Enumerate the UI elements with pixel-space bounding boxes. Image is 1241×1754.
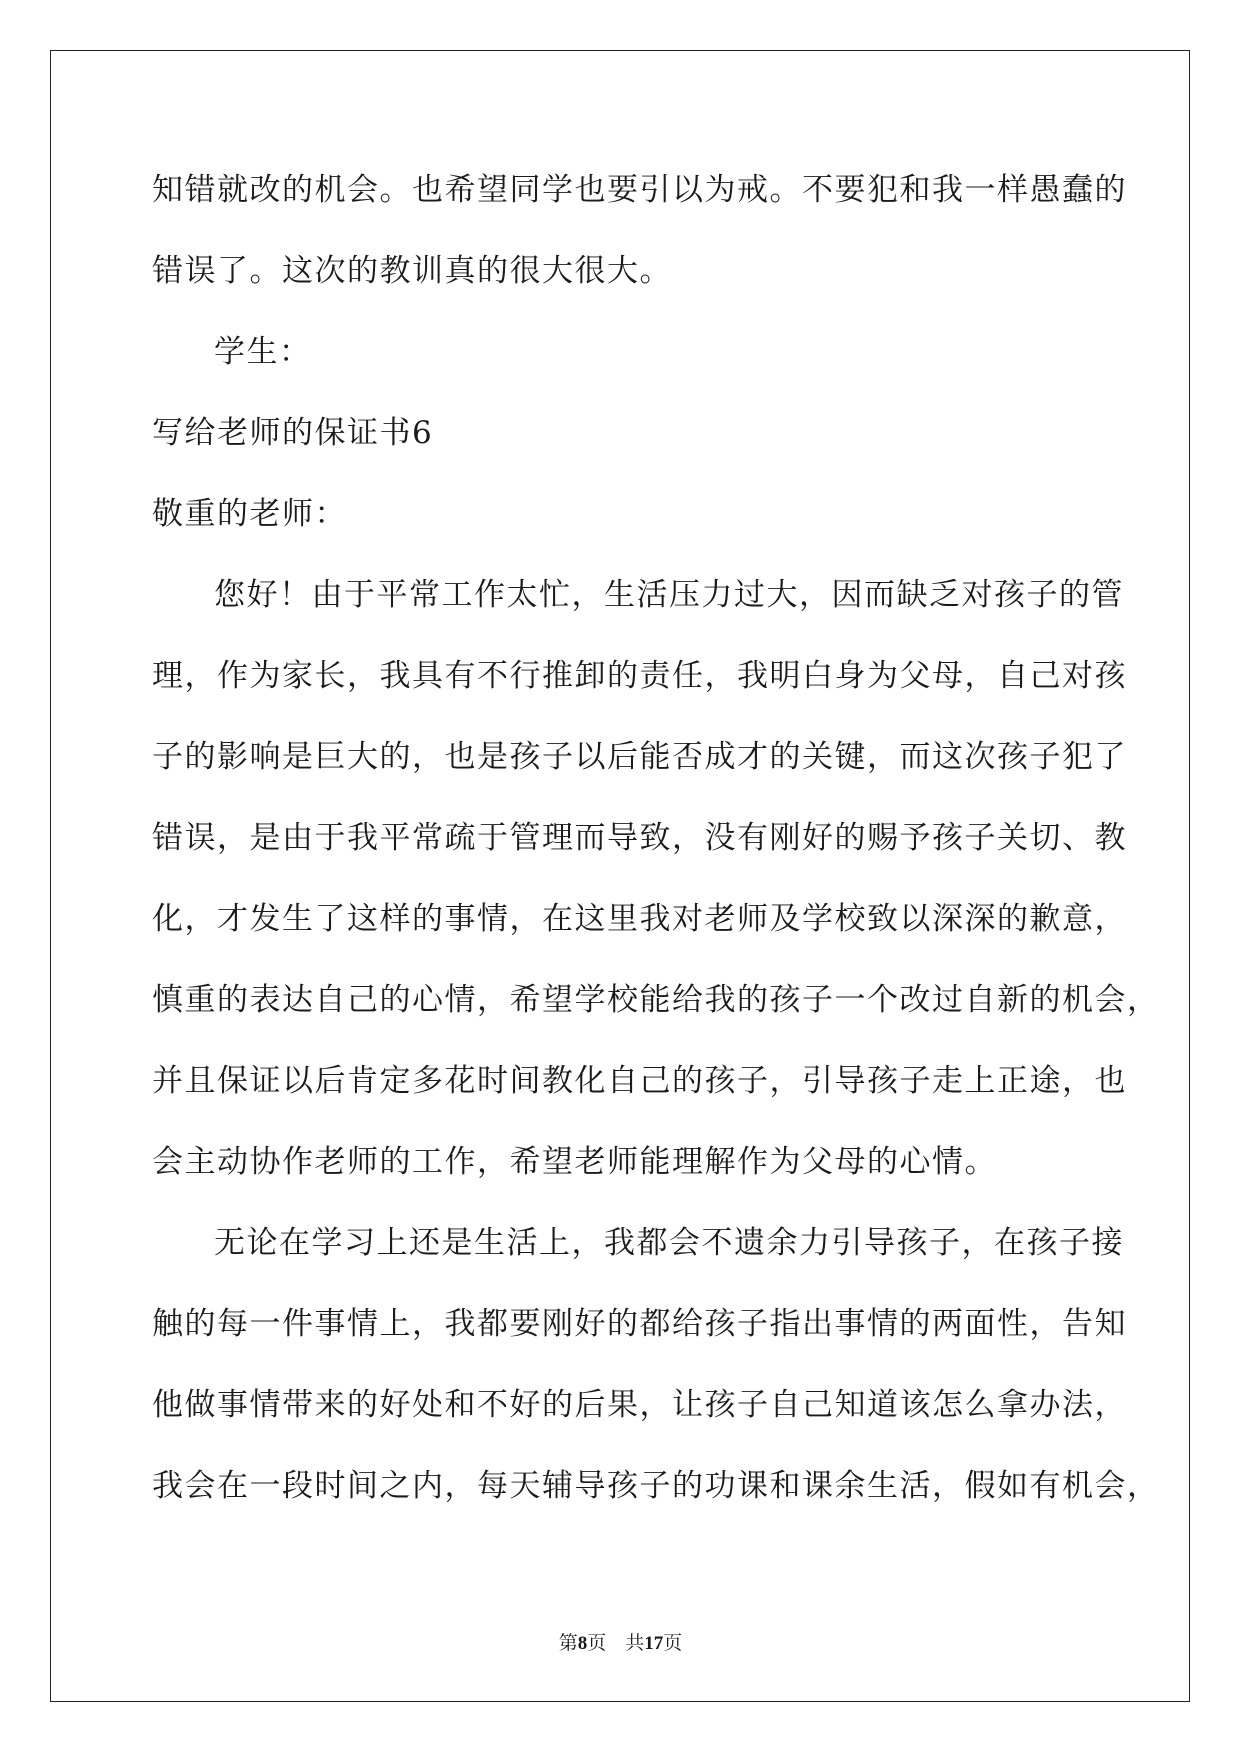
text-line: 我会在一段时间之内，每天辅导孩子的功课和课余生活，假如有机会， <box>152 1468 1160 1504</box>
text-line: 触的每一件事情上，我都要刚好的都给孩子指出事情的两面性，告知 <box>152 1306 1127 1342</box>
text-line: 并且保证以后肯定多花时间教化自己的孩子，引导孩子走上正途，也 <box>152 1063 1127 1099</box>
text-line: 子的影响是巨大的，也是孩子以后能否成才的关键，而这次孩子犯了 <box>152 739 1127 775</box>
total-pages: 17 <box>644 1633 664 1654</box>
total-prefix: 共 <box>625 1633 645 1654</box>
text-line: 知错就改的机会。也希望同学也要引以为戒。不要犯和我一样愚蠢的 <box>152 172 1127 208</box>
text-line: 会主动协作老师的工作，希望老师能理解作为父母的心情。 <box>152 1144 997 1180</box>
text-line: 错误了。这次的教训真的很大很大。 <box>152 253 672 289</box>
page-prefix: 第 <box>558 1633 578 1654</box>
text-line: 错误，是由于我平常疏于管理而导致，没有刚好的赐予孩子关切、教 <box>152 820 1127 856</box>
text-line: 慎重的表达自己的心情，希望学校能给我的孩子一个改过自新的机会， <box>152 982 1160 1018</box>
text-line: 理，作为家长，我具有不行推卸的责任，我明白身为父母，自己对孩 <box>152 658 1127 694</box>
signature-label: 学生： <box>214 334 312 370</box>
text-line: 他做事情带来的好处和不好的后果，让孩子自己知道该怎么拿办法， <box>152 1387 1127 1423</box>
text-line: 您好！由于平常工作太忙，生活压力过大，因而缺乏对孩子的管 <box>214 577 1124 613</box>
total-suffix: 页 <box>663 1633 683 1654</box>
salutation: 敬重的老师： <box>152 496 347 532</box>
section-heading: 写给老师的保证书6 <box>152 415 434 451</box>
page-footer <box>0 1628 1241 1655</box>
page-border <box>50 50 1190 1702</box>
text-line: 化，才发生了这样的事情，在这里我对老师及学校致以深深的歉意， <box>152 901 1127 937</box>
page-suffix: 页 <box>587 1633 607 1654</box>
text-line: 无论在学习上还是生活上，我都会不遗余力引导孩子，在孩子接 <box>214 1225 1124 1261</box>
page-number: 8 <box>577 1633 588 1654</box>
